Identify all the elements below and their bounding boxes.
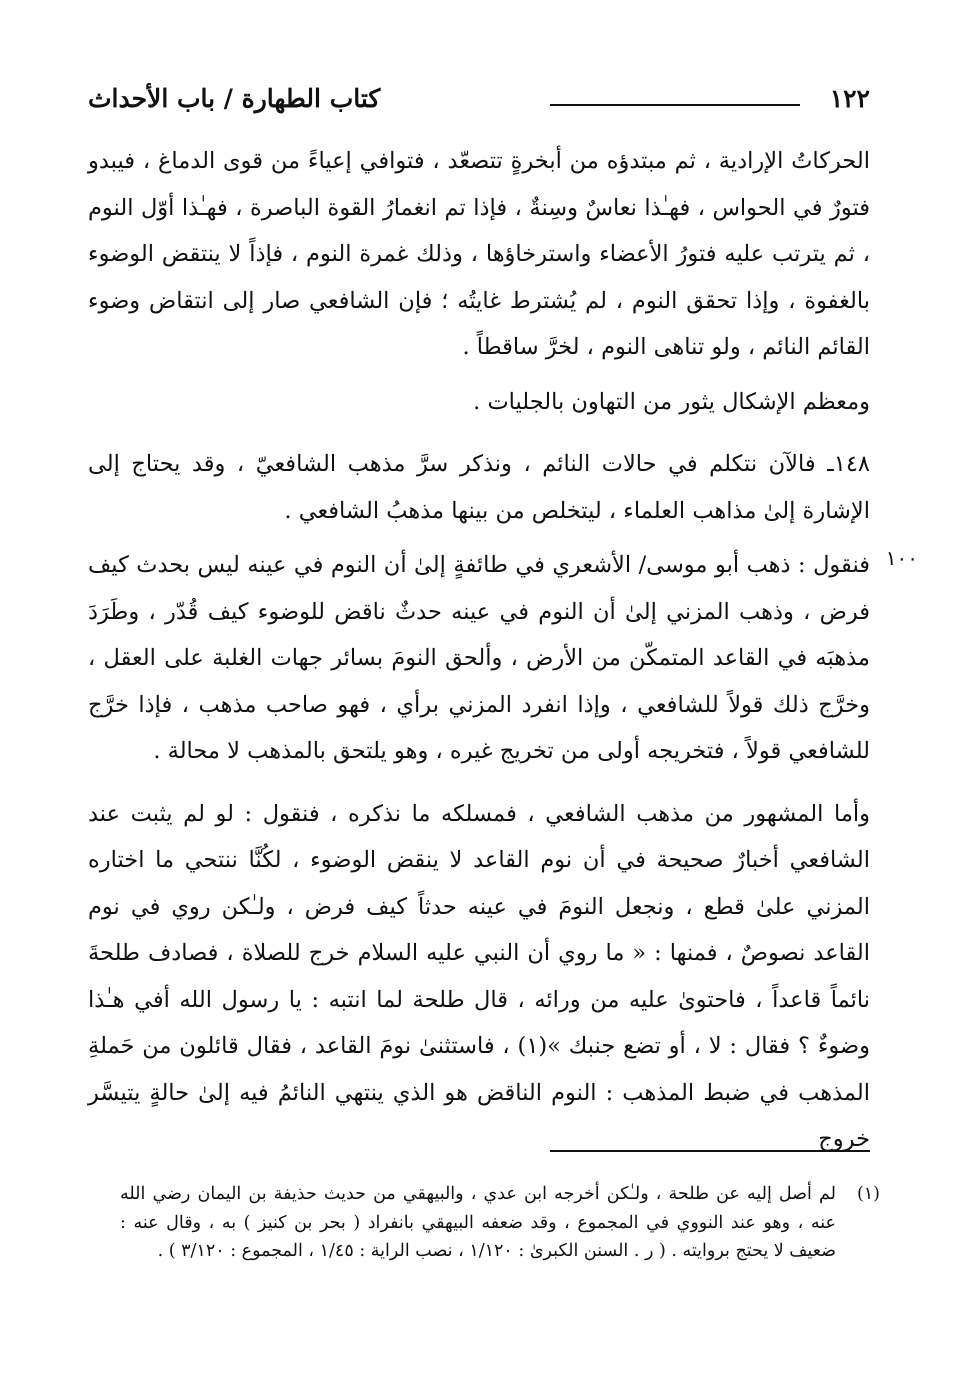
paragraph: ومعظم الإشكال يثور من التهاون بالجليات . bbox=[473, 388, 870, 415]
paragraph: وأما المشهور من مذهب الشافعي ، فمسلكه ما نذكره ، فنقول : لو لم يثبت عند الشافعي أخبارٌ صحيحة في أن نوم القاعد لا ينقض الوضوء ، لكُنَّا ننتحي ما اختاره المزني علىٰ قطع ، ونجعل النومَ في عينه حدثاً كيف فرض ، ولـٰكن روي في نوم القاعد نصوصٌ ، فمنها : « ما روي أن النبي عليه السلام خرج للصلاة ، فصادف طلحةَ نائماً قاعداً ، فاحتوىٰ عليه من ورائه ، قال طلحة لما انتبه : يا رسول الله أفي هـٰذا وضوءٌ ؟ فقال : لا ، أو تضع جنبك »(١) ، فاستثنىٰ نومَ القاعد ، فقال قائلون من حَملةِ المذهب في ضبط المذهب : النوم الناقض هو الذي ينتهي النائمُ فيه إلىٰ حالةٍ يتيسَّر خروج bbox=[88, 800, 870, 1152]
paragraph: ١٤٨ـ فالآن نتكلم في حالات النائم ، ونذكر سرَّ مذهب الشافعيّ ، وقد يحتاج إلى الإشارة إلىٰ مذاهب العلماء ، ليتخلص من بينها مذهبُ الشافعي . bbox=[88, 451, 870, 524]
paragraph: فنقول : ذهب أبو موسى/ الأشعري في طائفةٍ إلىٰ أن النوم في عينه ليس بحدث كيف فرض ، وذهب المزني إلىٰ أن النوم في عينه حدثٌ ناقض للوضوء كيف قُدّر ، وطَرَدَ مذهبَه في القاعد المتمكّن من الأرض ، وألحق النومَ بسائر جهات الغلبة على العقل ، وخرَّج ذلك قولاً للشافعي ، وإذا انفرد المزني برأي ، فهو صاحب مذهب ، فإذا خرَّج للشافعي قولاً ، فتخريجه أولى من تخريج غيره ، وهو يلتحق بالمذهب لا محالة . bbox=[88, 552, 870, 764]
margin-page-reference: ١٠٠ bbox=[885, 546, 918, 570]
footnote-text: لم أصل إليه عن طلحة ، ولـٰكن أخرجه ابن عدي ، والبيهقي من حديث حذيفة بن اليمان رضي الله عنه ، وهو عند النووي في المجموع ، وقد ضعفه البيهقي بانفراد ( بحر بن كنيز ) به ، وقال عنه : ضعيف لا يحتج بروايته . ( ر . السنن الكبرىٰ : ١/١٢٠ ، نصب الراية : ١/٤٥ ، المجموع : ٣/١٢٠ ) . bbox=[120, 1184, 836, 1261]
page-header bbox=[88, 82, 870, 122]
footnote-separator bbox=[550, 1150, 870, 1152]
header-rule bbox=[550, 104, 800, 106]
body-text bbox=[88, 138, 870, 1163]
footnotes bbox=[120, 1180, 880, 1266]
running-title: كتاب الطهارة / باب الأحداث bbox=[88, 84, 381, 113]
paragraph: الحركاتُ الإرادية ، ثم مبتدؤه من أبخرةٍ تتصعّد ، فتوافي إعياءً من قوى الدماغ ، فيبدو فتورٌ في الحواس ، فهـٰذا نعاسٌ وسِنةٌ ، فإذا تم انغمارُ القوة الباصرة ، فهـٰذا أوّل النوم ، ثم يترتب عليه فتورُ الأعضاء واسترخاؤها ، وذلك غمرة النوم ، فإذاً لا ينتقض الوضوء بالغفوة ، وإذا تحقق النوم ، لم يُشترط غايتُه ؛ فإن الشافعي صار إلى انتقاض وضوء القائم النائم ، ولو تناهى النوم ، لخرَّ ساقطاً . bbox=[88, 148, 870, 360]
page-number: ١٢٢ bbox=[829, 84, 870, 113]
footnote-number: (١) bbox=[856, 1184, 880, 1204]
